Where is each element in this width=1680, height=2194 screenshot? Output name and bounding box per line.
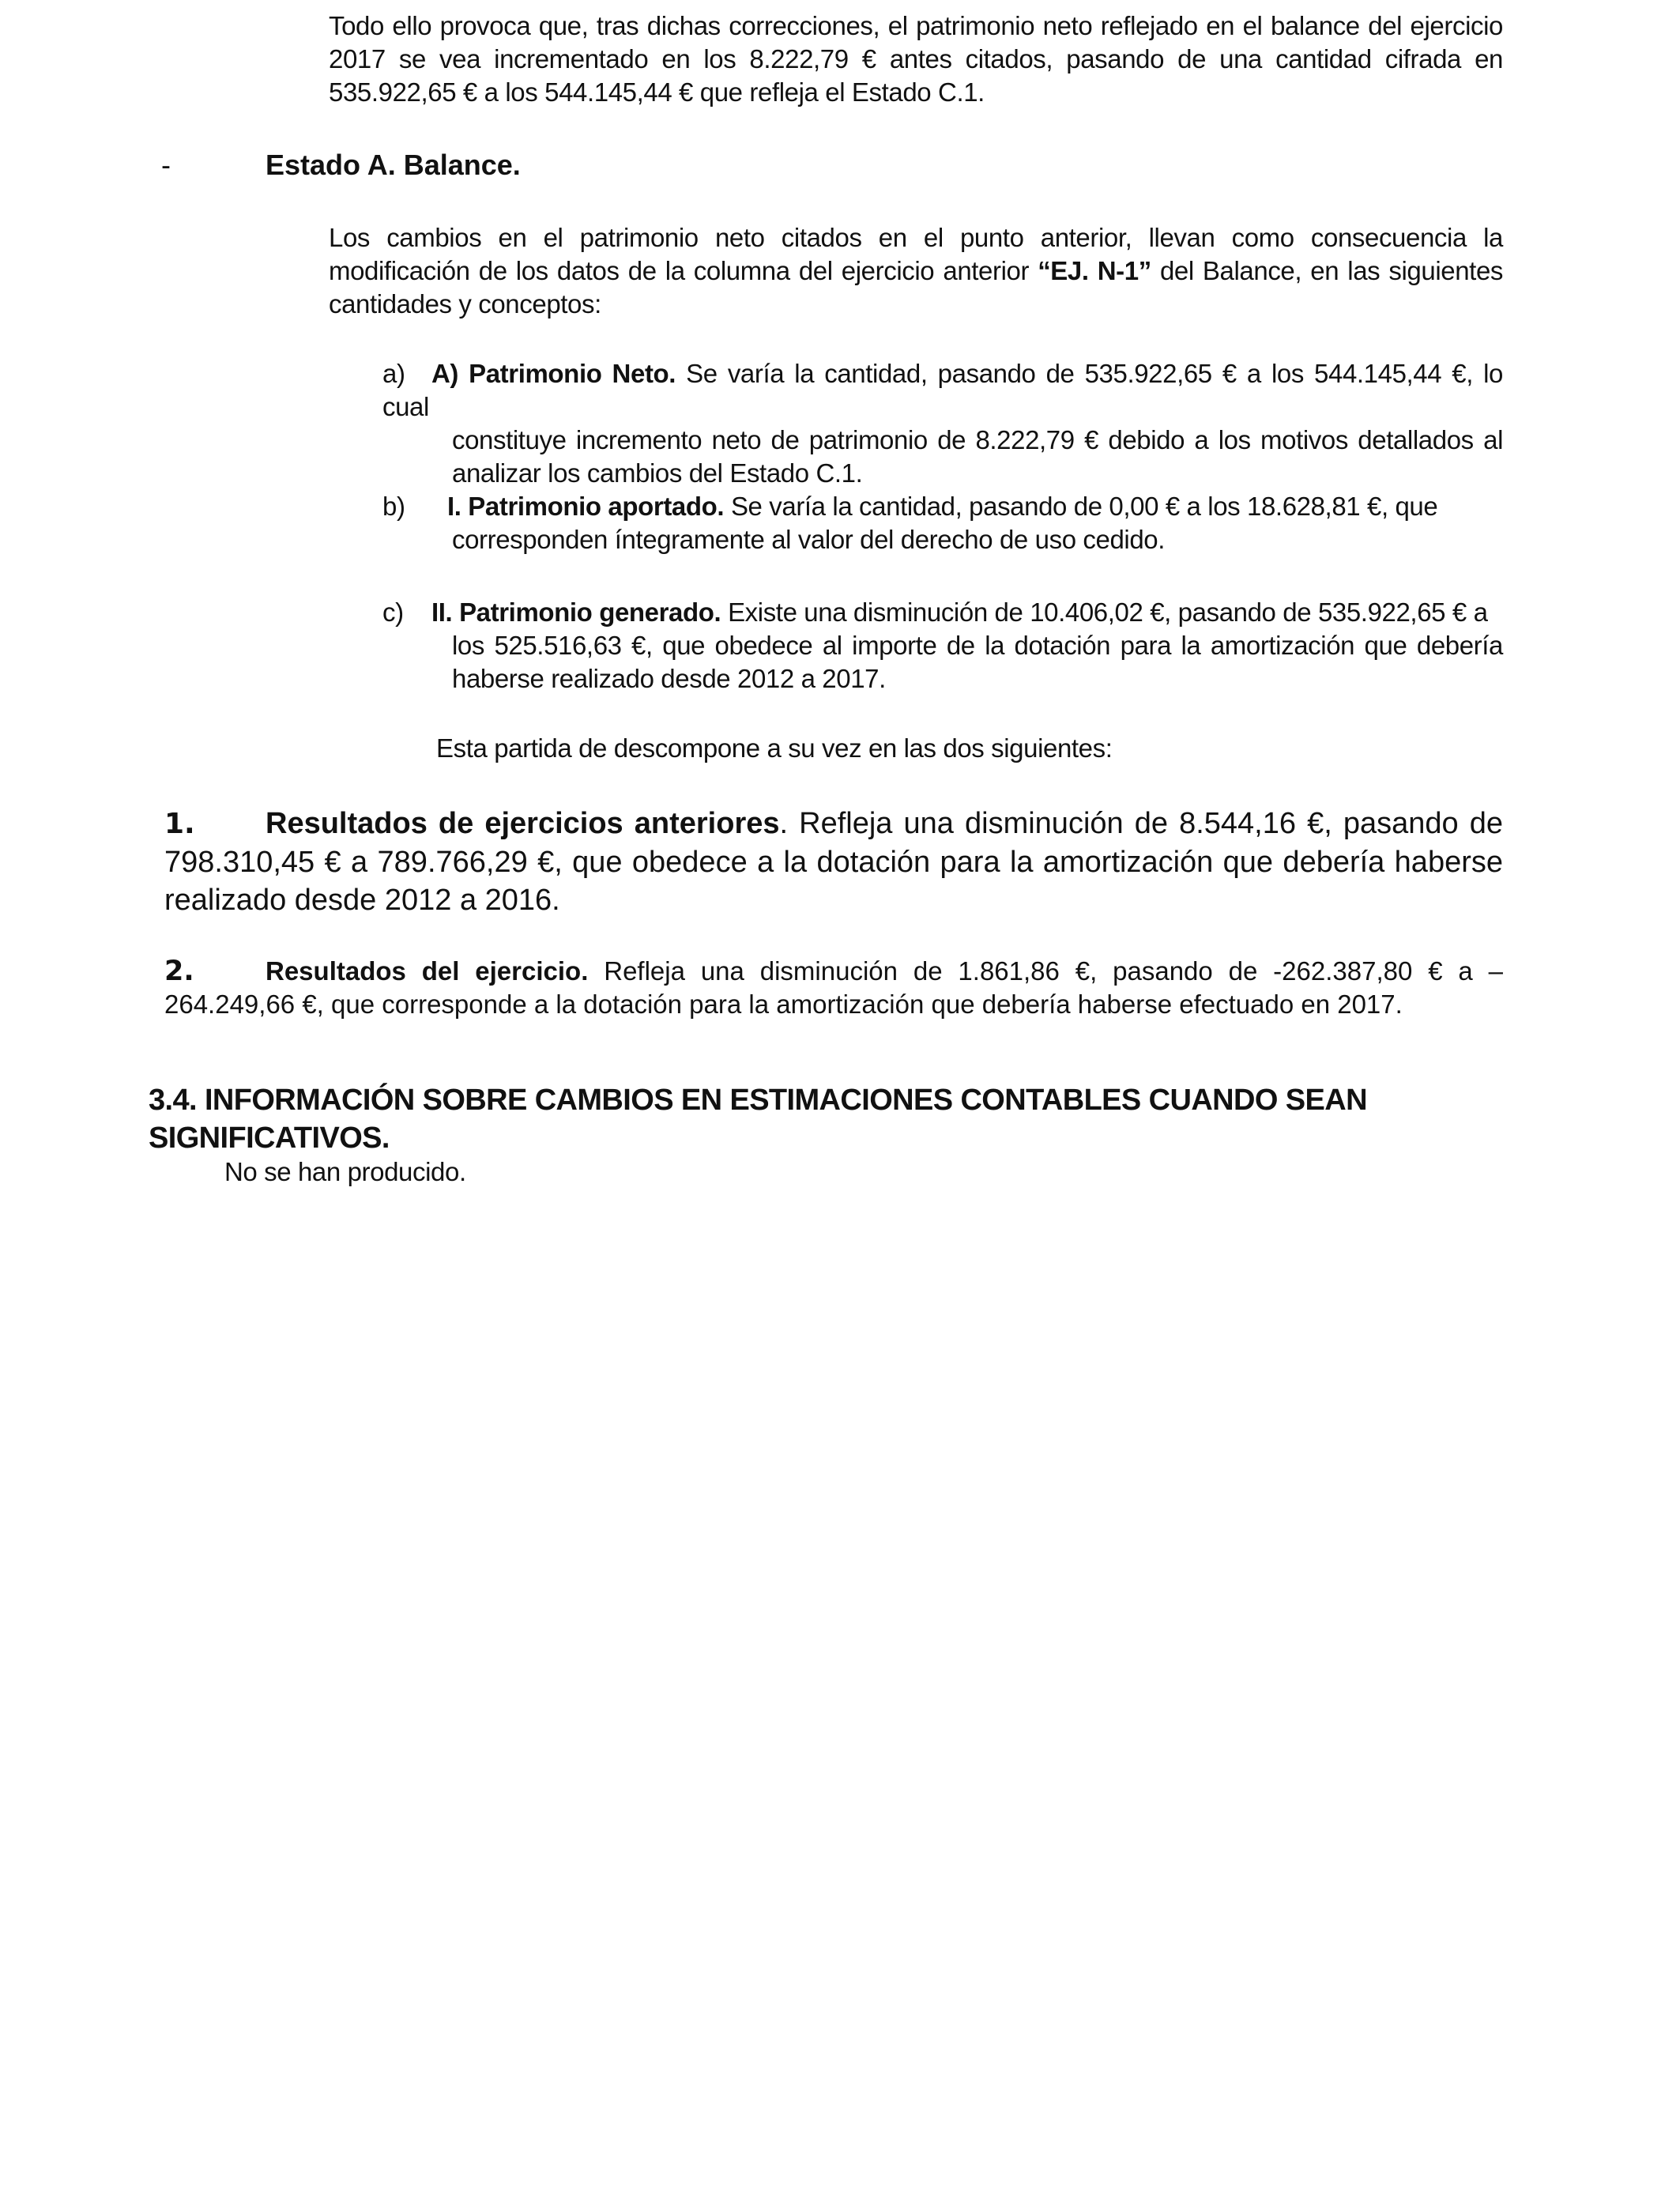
intro-paragraph: Todo ello provoca que, tras dichas correcciones, el patrimonio neto reflejado en el balance del ejercicio 2017 se vea incrementado en los 8.222,79 € antes citados, pasando de una cantidad cifrada en 535.922,65 € a los 544.145,44 € que refleja el Estado C.1. xyxy=(329,11,1503,107)
list-item-letter: c) xyxy=(382,598,404,627)
list-item-letter: b) xyxy=(382,492,405,521)
list-item-first-line xyxy=(382,596,1503,629)
numbered-item-2 xyxy=(164,955,1503,1021)
numbered-item-number: 1. xyxy=(164,808,195,840)
list-item-text: Se varía la cantidad, pasando de 535.922,65 € a los 544.145,44 €, lo cual xyxy=(382,359,1503,421)
list-item-first-line xyxy=(382,490,1503,523)
estado-balance-heading xyxy=(161,147,1505,183)
list-item-b xyxy=(382,490,1503,556)
list-item-letter: a) xyxy=(382,359,405,388)
numbered-item-1 xyxy=(164,805,1503,919)
section-3-4-body: No se han producido. xyxy=(224,1157,466,1186)
numbered-item-bold: Resultados del ejercicio. xyxy=(266,956,589,986)
numbered-item-bold: Resultados de ejercicios anteriores xyxy=(266,807,780,840)
list-item-first-line xyxy=(382,357,1503,424)
balance-paragraph-text-after: del Balance, en las siguientes cantidades y conceptos: xyxy=(329,256,1504,319)
numbered-item-text: Refleja una disminución de 1.861,86 €, pasando de -262.387,80 € a –264.249,66 €, que corresponde a la dotación para la amortización que debería haberse efectuado en 2017. xyxy=(164,956,1503,1019)
heading-dash: - xyxy=(161,149,171,181)
section-3-4-heading: 3.4. INFORMACIÓN SOBRE CAMBIOS EN ESTIMACIONES CONTABLES CUANDO SEAN SIGNIFICATIVOS. xyxy=(149,1084,1367,1155)
descompone-paragraph: Esta partida de descompone a su vez en las dos siguientes: xyxy=(436,733,1113,763)
list-item-text: Existe una disminución de 10.406,02 €, pasando de 535.922,65 € a xyxy=(721,598,1488,627)
balance-paragraph xyxy=(329,221,1503,321)
list-item-c xyxy=(382,596,1503,696)
balance-paragraph-text-before: Los cambios en el patrimonio neto citados en el punto anterior, llevan como consecuencia la modificación de los datos de la columna del ejercicio anterior xyxy=(329,223,1503,285)
list-item-a xyxy=(382,357,1503,490)
list-item-continuation: los 525.516,63 €, que obedece al importe de la dotación para la amortización que debería haberse realizado desde 2012 a 2017. xyxy=(452,631,1503,693)
numbered-item-number: 2. xyxy=(164,956,194,987)
list-item-continuation: constituye incremento neto de patrimonio de 8.222,79 € debido a los motivos detallados al analizar los cambios del Estado C.1. xyxy=(452,425,1503,488)
estado-balance-title: Estado A. Balance. xyxy=(266,149,521,181)
list-item-text: Se varía la cantidad, pasando de 0,00 € a los 18.628,81 €, que xyxy=(724,492,1438,521)
numbered-item-text: . Refleja una disminución de 8.544,16 €, pasando de 798.310,45 € a 789.766,29 €, que obedece a la dotación para la amortización que debería haberse realizado desde 2012 a 2016. xyxy=(164,807,1504,917)
balance-paragraph-bold: “EJ. N-1” xyxy=(1038,256,1151,285)
list-item-continuation: corresponden íntegramente al valor del derecho de uso cedido. xyxy=(452,525,1166,554)
list-item-bold: I. Patrimonio aportado. xyxy=(447,492,725,521)
list-item-bold: A) Patrimonio Neto. xyxy=(431,359,676,388)
list-item-bold: II. Patrimonio generado. xyxy=(431,598,721,627)
